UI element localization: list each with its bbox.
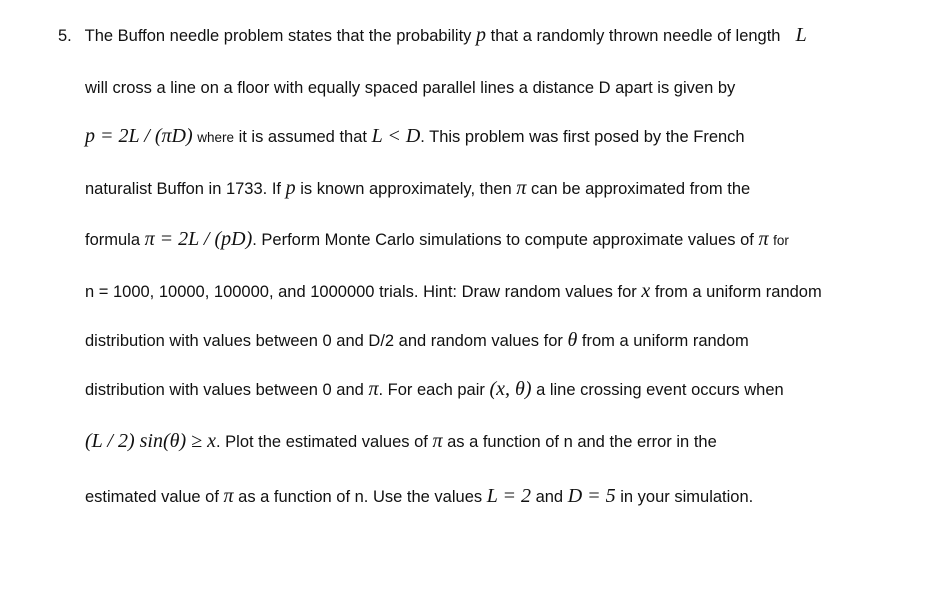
line-text: . This problem was first posed by the French — [420, 128, 745, 146]
line-text: will cross a line on a floor with equally spaced parallel lines a distance D apart is given by — [85, 79, 736, 97]
line-text: distribution with values between 0 and — [85, 381, 364, 399]
line-text: as a function of n and the error in the — [447, 433, 717, 451]
problem-line-6 — [85, 281, 822, 302]
line-text: a line crossing event occurs when — [536, 381, 784, 399]
word-where: where — [197, 130, 234, 145]
problem-line-8 — [85, 379, 784, 400]
line-text: distribution with values between 0 and D/2 and random values for — [85, 332, 563, 350]
math-pi: π — [516, 177, 527, 199]
line-text: estimated value of — [85, 488, 219, 506]
line-text: n = 1000, 10000, 100000, and 1000000 trials. Hint: Draw random values for — [85, 283, 637, 301]
line-text: it is assumed that — [238, 128, 367, 146]
formula-crossing: (L / 2) sin(θ) ≥ x — [85, 430, 216, 452]
math-condition: L < D — [371, 125, 421, 147]
math-pi: π — [432, 430, 443, 452]
problem-line-4 — [85, 178, 750, 199]
line-text: as a function of n. Use the values — [238, 488, 483, 506]
line-text: that a randomly thrown needle of length — [490, 27, 781, 45]
math-pi: π — [368, 378, 379, 400]
line-text: . Plot the estimated values of — [215, 433, 428, 451]
problem-line-7 — [85, 330, 749, 351]
line-text: formula — [85, 231, 141, 249]
problem-line-3 — [85, 126, 745, 148]
line-text: can be approximated from the — [530, 180, 751, 198]
math-p: p — [476, 24, 487, 46]
problem-line-1 — [58, 25, 807, 46]
math-L: L — [795, 24, 807, 46]
math-pi: π — [223, 485, 234, 507]
math-theta: θ — [567, 329, 578, 351]
line-text: naturalist Buffon in 1733. If — [85, 180, 281, 198]
formula-buffon: p = 2L / (πD) — [85, 125, 193, 147]
line-text: from a uniform random — [654, 283, 822, 301]
problem-number: 5. — [58, 27, 72, 45]
line-text: . For each pair — [378, 381, 485, 399]
line-text: is known approximately, then — [300, 180, 512, 198]
line-text: The Buffon needle problem states that the probability — [84, 27, 472, 45]
math-pi: π — [758, 228, 769, 250]
problem-line-5 — [85, 229, 789, 251]
line-text: from a uniform random — [581, 332, 749, 350]
word-and: and — [535, 488, 564, 506]
math-p: p — [285, 177, 296, 199]
problem-line-9 — [85, 431, 717, 452]
problem-line-2 — [85, 78, 735, 98]
problem-line-10 — [85, 486, 753, 507]
math-L-value: L = 2 — [486, 485, 531, 507]
line-text: in your simulation. — [620, 488, 754, 506]
math-pair: (x, θ) — [489, 378, 532, 400]
math-x: x — [641, 280, 651, 302]
line-text: . Perform Monte Carlo simulations to compute approximate values of — [252, 231, 754, 249]
formula-pi-estimate: π = 2L / (pD) — [144, 228, 253, 250]
math-D-value: D = 5 — [567, 485, 616, 507]
word-for: for — [773, 233, 789, 248]
